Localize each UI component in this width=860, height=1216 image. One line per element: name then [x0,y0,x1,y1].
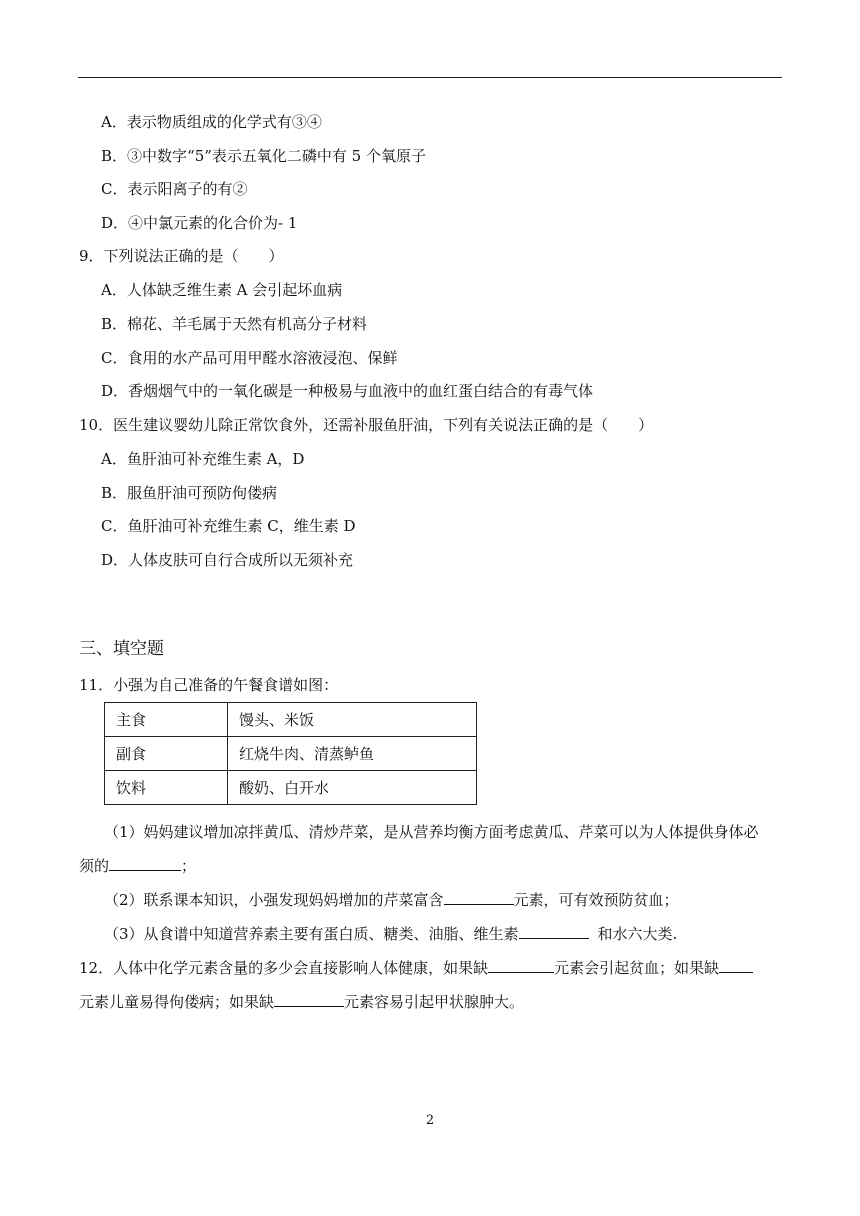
q9-option-d: D．香烟烟气中的一氧化碳是一种极易与血液中的血红蛋白结合的有毒气体 [101,382,594,400]
q11-part2-text-end: 元素，可有效预防贫血； [513,891,679,909]
table-cell: 主食 [105,703,228,737]
table-row [105,703,477,737]
q10-option-d: D．人体皮肤可自行合成所以无须补充 [101,551,354,569]
answer-blank[interactable] [488,958,554,973]
answer-blank[interactable] [719,958,753,973]
q11-part2-text: （2）联系课本知识，小强发现妈妈增加的芹菜富含 [104,891,444,909]
q11-stem: 11．小强为自己准备的午餐食谱如图： [79,676,339,694]
q10-option-a: A．鱼肝油可补充维生素 A，D [101,450,305,468]
q9-stem: 9．下列说法正确的是（ ） [79,247,284,265]
q12-text: 元素容易引起甲状腺肿大。 [344,993,525,1011]
q12-text: 12．人体中化学元素含量的多少会直接影响人体健康，如果缺 [79,959,489,977]
q11-part1-line2 [79,856,196,876]
page-number: 2 [425,1113,435,1128]
q11-part1-text: 须的 [79,857,110,875]
answer-blank[interactable] [274,992,344,1007]
q8-option-c: C．表示阳离子的有② [101,180,248,198]
table-cell: 副食 [105,737,228,771]
q10-option-b: B．服鱼肝油可预防佝偻病 [101,484,278,502]
q12-line2 [79,992,524,1012]
q12-line1 [79,958,753,978]
q8-option-d: D．④中氯元素的化合价为- 1 [101,214,298,232]
q11-part3 [104,924,677,944]
q8-option-b: B．③中数字“5”表示五氧化二磷中有 5 个氧原子 [101,147,426,165]
table-cell: 馒头、米饭 [228,703,477,737]
q9-option-c: C．食用的水产品可用甲醛水溶液浸泡、保鲜 [101,349,398,367]
q12-text: 元素会引起贫血；如果缺 [554,959,720,977]
table-cell: 酸奶、白开水 [228,771,477,805]
q11-part3-text-end: 和水六大类. [597,925,678,943]
answer-blank[interactable] [519,924,589,939]
answer-blank[interactable] [444,890,514,905]
section-title: 三、填空题 [79,639,164,659]
q11-part1-text-end: ； [181,857,197,875]
answer-blank[interactable] [109,856,181,871]
table-row [105,771,477,805]
q10-option-c: C．鱼肝油可补充维生素 C，维生素 D [101,517,356,535]
q11-part2 [104,890,679,910]
table-row [105,737,477,771]
q11-part3-text: （3）从食谱中知道营养素主要有蛋白质、糖类、油脂、维生素 [104,925,519,943]
q9-option-a: A．人体缺乏维生素 A 会引起坏血病 [101,281,343,299]
q11-part1-line1: （1）妈妈建议增加凉拌黄瓜、清炒芹菜，是从营养均衡方面考虑黄瓜、芹菜可以为人体提供身体必 [104,823,759,841]
menu-table [104,702,477,805]
q8-option-a: A．表示物质组成的化学式有③④ [101,113,322,131]
q12-text: 元素儿童易得佝偻病；如果缺 [79,993,275,1011]
q9-option-b: B．棉花、羊毛属于天然有机高分子材料 [101,315,368,333]
table-cell: 红烧牛肉、清蒸鲈鱼 [228,737,477,771]
table-cell: 饮料 [105,771,228,805]
header-rule [78,77,782,78]
q10-stem: 10．医生建议婴幼儿除正常饮食外，还需补服鱼肝油，下列有关说法正确的是（ ） [79,416,654,434]
